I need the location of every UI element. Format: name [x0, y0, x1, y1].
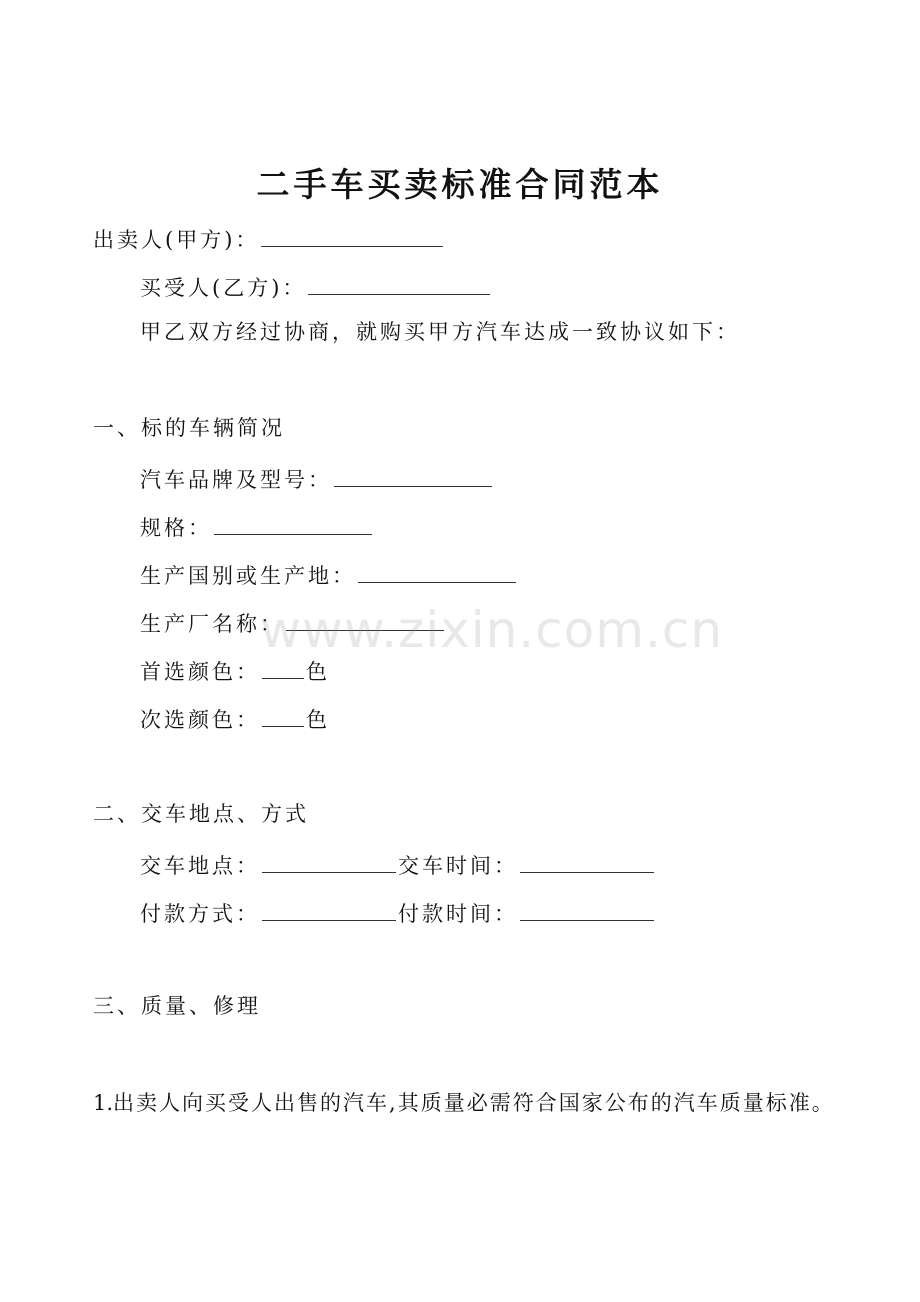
spec-label: 规格：	[140, 516, 212, 540]
payment-time-label: 付款时间：	[398, 902, 518, 926]
buyer-label: 买受人(乙方)：	[140, 276, 307, 300]
brand-label: 汽车品牌及型号：	[140, 468, 332, 492]
color1-label: 首选颜色：	[140, 660, 260, 684]
origin-line	[140, 562, 518, 587]
payment-time-blank[interactable]	[520, 900, 654, 921]
origin-blank[interactable]	[358, 562, 516, 583]
time-blank[interactable]	[520, 852, 654, 873]
item1-number: 1.	[93, 1091, 114, 1115]
document-title: 二手车买卖标准合同范本	[256, 165, 664, 204]
intro-text: 甲乙双方经过协商，就购买甲方汽车达成一致协议如下：	[140, 320, 740, 344]
item1-text: 出卖人向买受人出售的汽车,其质量必需符合国家公布的汽车质量标准。	[113, 1091, 835, 1115]
spec-line	[140, 514, 374, 539]
section1-heading: 一、标的车辆简况	[93, 416, 285, 440]
payment-label: 付款方式：	[140, 902, 260, 926]
section3-item1	[93, 1093, 835, 1114]
seller-label: 出卖人(甲方)：	[93, 228, 260, 252]
spec-blank[interactable]	[214, 514, 372, 535]
section3-heading: 三、质量、修理	[93, 994, 261, 1018]
delivery-line	[140, 852, 656, 877]
payment-blank[interactable]	[262, 900, 396, 921]
color2-blank[interactable]	[262, 706, 304, 727]
color1-suffix: 色	[306, 660, 330, 684]
time-label: 交车时间：	[398, 854, 518, 878]
color1-blank[interactable]	[262, 658, 304, 679]
color1-line	[140, 658, 330, 683]
place-blank[interactable]	[262, 852, 396, 873]
color2-label: 次选颜色：	[140, 708, 260, 732]
watermark: www.zixin.com.cn	[260, 601, 724, 659]
color2-line	[140, 706, 330, 731]
brand-line	[140, 466, 494, 491]
color2-suffix: 色	[306, 708, 330, 732]
seller-blank[interactable]	[261, 226, 443, 247]
seller-line	[93, 226, 445, 251]
origin-label: 生产国别或生产地：	[140, 564, 356, 588]
brand-blank[interactable]	[334, 466, 492, 487]
section2-heading: 二、交车地点、方式	[93, 802, 309, 826]
payment-line	[140, 900, 656, 925]
place-label: 交车地点：	[140, 854, 260, 878]
buyer-blank[interactable]	[308, 274, 490, 295]
buyer-line	[140, 274, 492, 299]
maker-label: 生产厂名称：	[140, 612, 284, 636]
